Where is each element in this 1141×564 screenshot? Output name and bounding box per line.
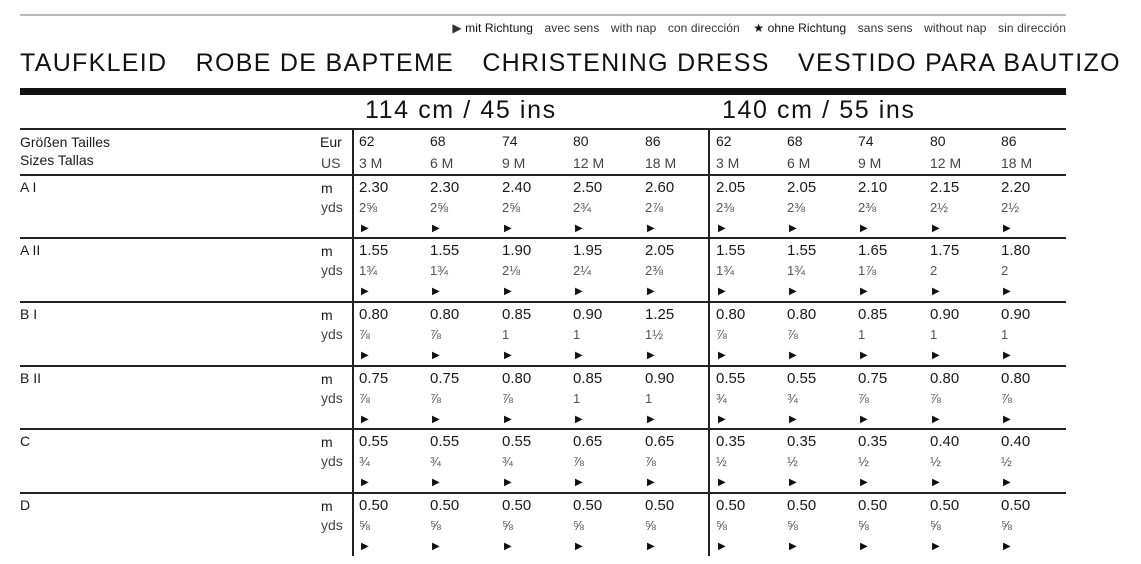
without-nap-de: ohne Richtung (767, 21, 847, 35)
yards-value: 1¾ (359, 263, 378, 278)
table-rule (20, 428, 1066, 430)
us-size: 6 M (787, 155, 811, 171)
unit-yds: yds (321, 199, 343, 215)
yards-value: ¾ (502, 454, 513, 469)
table-rule (20, 365, 1066, 367)
title-fr: ROBE DE BAPTEME (195, 49, 455, 77)
yards-value: 1 (930, 327, 938, 342)
with-nap-arrow: ▶ (647, 350, 655, 361)
meters-value: 0.80 (430, 306, 460, 323)
with-nap-arrow: ▶ (718, 477, 726, 488)
with-nap-arrow: ▶ (718, 541, 726, 552)
meters-value: 0.85 (573, 370, 603, 387)
yards-value: 2⅜ (645, 263, 664, 278)
with-nap-arrow: ▶ (932, 541, 940, 552)
us-size: 3 M (716, 155, 740, 171)
yards-value: ⅝ (645, 518, 656, 533)
meters-value: 0.90 (930, 306, 960, 323)
meters-value: 0.75 (430, 370, 460, 387)
with-nap-arrow: ▶ (932, 477, 940, 488)
unit-yds: yds (321, 262, 343, 278)
with-nap-arrow: ▶ (647, 541, 655, 552)
table-rule (20, 237, 1066, 239)
yards-value: 2⅝ (359, 200, 378, 215)
with-nap-arrow: ▶ (575, 223, 583, 234)
fabric-width-114: 114 cm / 45 ins (365, 96, 557, 124)
yards-value: ⅞ (858, 391, 869, 406)
meters-value: 0.75 (359, 370, 389, 387)
yards-value: ⅞ (359, 327, 370, 342)
with-nap-arrow: ▶ (718, 223, 726, 234)
meters-value: 2.05 (645, 242, 675, 259)
view-label: C (20, 433, 31, 449)
without-nap-en: without nap (924, 21, 987, 35)
without-nap-es: sin dirección (998, 21, 1066, 35)
meters-value: 2.10 (858, 179, 888, 196)
yards-value: ⅞ (1001, 391, 1012, 406)
with-nap-arrow: ▶ (504, 477, 512, 488)
with-nap-fr: avec sens (544, 21, 600, 35)
view-label: B I (20, 306, 38, 322)
view-label: B II (20, 370, 42, 386)
with-nap-arrow: ▶ (361, 477, 369, 488)
yards-value: ¾ (716, 391, 727, 406)
with-nap-arrow: ▶ (1003, 477, 1011, 488)
title-de: TAUFKLEID (20, 49, 168, 77)
with-nap-arrow: ▶ (1003, 286, 1011, 297)
with-nap-arrow: ▶ (575, 541, 583, 552)
table-rule (20, 492, 1066, 494)
with-nap-arrow: ▶ (647, 477, 655, 488)
view-label: A II (20, 242, 41, 258)
eur-size: 86 (1001, 133, 1017, 149)
with-nap-arrow: ▶ (504, 414, 512, 425)
yards-value: 2¾ (573, 200, 592, 215)
unit-m: m (321, 243, 333, 259)
eur-size: 86 (645, 133, 661, 149)
unit-m: m (321, 498, 333, 514)
meters-value: 0.50 (1001, 497, 1031, 514)
with-nap-arrow: ▶ (932, 414, 940, 425)
yards-value: ⅞ (645, 454, 656, 469)
with-nap-de: mit Richtung (465, 21, 534, 35)
yards-value: 2½ (930, 200, 949, 215)
with-nap-arrow: ▶ (789, 541, 797, 552)
yards-value: 2⅜ (787, 200, 806, 215)
meters-value: 2.05 (787, 179, 817, 196)
unit-yds: yds (321, 390, 343, 406)
meters-value: 1.25 (645, 306, 675, 323)
view-label: D (20, 497, 31, 513)
with-nap-arrow: ▶ (789, 414, 797, 425)
with-nap-arrow: ▶ (647, 223, 655, 234)
with-nap-arrow: ▶ (432, 414, 440, 425)
with-nap-arrow: ▶ (718, 350, 726, 361)
fabric-width-140: 140 cm / 55 ins (722, 96, 916, 124)
eur-size: 62 (359, 133, 375, 149)
meters-value: 1.55 (359, 242, 389, 259)
meters-value: 2.50 (573, 179, 603, 196)
with-nap-arrow: ▶ (860, 414, 868, 425)
yards-value: 1 (502, 327, 510, 342)
meters-value: 0.65 (573, 433, 603, 450)
with-nap-arrow: ▶ (432, 541, 440, 552)
eur-size: 62 (716, 133, 732, 149)
yards-value: 2 (930, 263, 938, 278)
with-nap-es: con dirección (667, 21, 740, 35)
column-divider-units (352, 128, 354, 556)
meters-value: 0.50 (502, 497, 532, 514)
with-nap-arrow: ▶ (432, 477, 440, 488)
meters-value: 2.40 (502, 179, 532, 196)
us-size: 12 M (930, 155, 962, 171)
meters-value: 0.55 (359, 433, 389, 450)
with-nap-arrow: ▶ (361, 541, 369, 552)
yards-value: ½ (1001, 454, 1012, 469)
meters-value: 0.80 (1001, 370, 1031, 387)
meters-value: 0.55 (716, 370, 746, 387)
yards-value: ¾ (430, 454, 441, 469)
table-rule (20, 301, 1066, 303)
meters-value: 2.05 (716, 179, 746, 196)
with-nap-arrow: ▶ (718, 414, 726, 425)
yards-value: ¾ (787, 391, 798, 406)
unit-yds: yds (321, 517, 343, 533)
title-rule (20, 88, 1066, 95)
with-nap-arrow: ▶ (575, 477, 583, 488)
title-en: CHRISTENING DRESS (482, 49, 770, 77)
yards-value: ⅝ (502, 518, 513, 533)
us-size: 9 M (502, 155, 526, 171)
yards-value: 2⅞ (645, 200, 664, 215)
meters-value: 1.75 (930, 242, 960, 259)
unit-m: m (321, 371, 333, 387)
yards-value: 2¼ (573, 263, 592, 278)
meters-value: 0.80 (502, 370, 532, 387)
with-nap-arrow: ▶ (860, 541, 868, 552)
with-nap-arrow: ▶ (718, 286, 726, 297)
with-nap-arrow: ▶ (860, 350, 868, 361)
with-nap-arrow: ▶ (860, 286, 868, 297)
meters-value: 2.20 (1001, 179, 1031, 196)
meters-value: 2.30 (430, 179, 460, 196)
meters-value: 1.55 (716, 242, 746, 259)
with-nap-marker: ▶ (452, 21, 462, 35)
with-nap-arrow: ▶ (932, 350, 940, 361)
with-nap-arrow: ▶ (504, 286, 512, 297)
with-nap-arrow: ▶ (504, 350, 512, 361)
meters-value: 0.50 (573, 497, 603, 514)
yards-value: 1½ (645, 327, 664, 342)
unit-m: m (321, 180, 333, 196)
yards-value: 1 (1001, 327, 1009, 342)
yards-value: ⅝ (573, 518, 584, 533)
meters-value: 0.50 (645, 497, 675, 514)
with-nap-arrow: ▶ (1003, 541, 1011, 552)
unit-m: m (321, 434, 333, 450)
yards-value: ¾ (359, 454, 370, 469)
yards-value: ⅞ (430, 391, 441, 406)
yards-value: 1 (573, 391, 581, 406)
with-nap-arrow: ▶ (575, 286, 583, 297)
yards-value: ⅝ (858, 518, 869, 533)
without-nap-fr: sans sens (857, 21, 913, 35)
meters-value: 1.65 (858, 242, 888, 259)
meters-value: 0.40 (1001, 433, 1031, 450)
yards-value: 2⅛ (502, 263, 521, 278)
meters-value: 2.15 (930, 179, 960, 196)
sizes-label: Sizes Tallas (20, 152, 94, 168)
us-size: 3 M (359, 155, 383, 171)
meters-value: 2.30 (359, 179, 389, 196)
with-nap-arrow: ▶ (504, 223, 512, 234)
meters-value: 0.50 (930, 497, 960, 514)
with-nap-arrow: ▶ (361, 286, 369, 297)
yards-value: ½ (787, 454, 798, 469)
yards-value: ½ (858, 454, 869, 469)
view-label: A I (20, 179, 37, 195)
unit-yds: yds (321, 326, 343, 342)
yards-value: 2⅝ (430, 200, 449, 215)
yards-value: 2⅝ (502, 200, 521, 215)
meters-value: 0.85 (502, 306, 532, 323)
page-title (20, 49, 1141, 78)
meters-value: 1.90 (502, 242, 532, 259)
eur-size: 68 (787, 133, 803, 149)
with-nap-arrow: ▶ (432, 223, 440, 234)
yards-value: ⅝ (930, 518, 941, 533)
nap-legend (452, 21, 1066, 35)
eur-size: 80 (573, 133, 589, 149)
yards-value: 1¾ (787, 263, 806, 278)
us-size: 6 M (430, 155, 454, 171)
us-size: 9 M (858, 155, 882, 171)
meters-value: 0.50 (787, 497, 817, 514)
with-nap-arrow: ▶ (1003, 350, 1011, 361)
with-nap-arrow: ▶ (361, 414, 369, 425)
meters-value: 2.60 (645, 179, 675, 196)
yards-value: 1 (858, 327, 866, 342)
meters-value: 0.50 (430, 497, 460, 514)
with-nap-arrow: ▶ (1003, 223, 1011, 234)
with-nap-arrow: ▶ (860, 477, 868, 488)
yards-value: 1 (645, 391, 653, 406)
sizes-label: Größen Tailles (20, 134, 111, 150)
meters-value: 0.80 (359, 306, 389, 323)
table-rule (20, 174, 1066, 176)
with-nap-arrow: ▶ (789, 350, 797, 361)
with-nap-arrow: ▶ (789, 477, 797, 488)
yards-value: ⅞ (716, 327, 727, 342)
meters-value: 0.55 (787, 370, 817, 387)
yards-value: ⅞ (359, 391, 370, 406)
eur-label: Eur (320, 134, 342, 150)
meters-value: 0.65 (645, 433, 675, 450)
title-es: VESTIDO PARA BAUTIZO (798, 49, 1121, 77)
yards-value: 1¾ (716, 263, 735, 278)
with-nap-arrow: ▶ (575, 414, 583, 425)
meters-value: 0.85 (858, 306, 888, 323)
unit-yds: yds (321, 453, 343, 469)
with-nap-arrow: ▶ (860, 223, 868, 234)
meters-value: 0.35 (716, 433, 746, 450)
eur-size: 74 (502, 133, 518, 149)
yards-value: 2⅜ (858, 200, 877, 215)
with-nap-arrow: ▶ (647, 414, 655, 425)
eur-size: 80 (930, 133, 946, 149)
meters-value: 0.50 (858, 497, 888, 514)
meters-value: 0.35 (858, 433, 888, 450)
meters-value: 0.50 (716, 497, 746, 514)
with-nap-arrow: ▶ (932, 223, 940, 234)
meters-value: 0.55 (502, 433, 532, 450)
meters-value: 0.40 (930, 433, 960, 450)
meters-value: 0.50 (359, 497, 389, 514)
yards-value: 2½ (1001, 200, 1020, 215)
without-nap-marker: ★ (753, 21, 765, 35)
yards-value: 2⅜ (716, 200, 735, 215)
yards-value: ⅝ (430, 518, 441, 533)
with-nap-arrow: ▶ (932, 286, 940, 297)
us-label: US (321, 155, 341, 171)
us-size: 12 M (573, 155, 605, 171)
eur-size: 74 (858, 133, 874, 149)
yards-value: ½ (716, 454, 727, 469)
yards-value: ⅝ (359, 518, 370, 533)
column-divider-widths (708, 128, 710, 556)
yards-value: 1⅞ (858, 263, 877, 278)
yards-value: ½ (930, 454, 941, 469)
meters-value: 0.55 (430, 433, 460, 450)
meters-value: 0.75 (858, 370, 888, 387)
meters-value: 0.90 (645, 370, 675, 387)
us-size: 18 M (645, 155, 677, 171)
with-nap-arrow: ▶ (361, 350, 369, 361)
meters-value: 0.80 (716, 306, 746, 323)
meters-value: 1.80 (1001, 242, 1031, 259)
with-nap-arrow: ▶ (789, 223, 797, 234)
with-nap-en: with nap (610, 21, 657, 35)
meters-value: 0.90 (1001, 306, 1031, 323)
meters-value: 0.35 (787, 433, 817, 450)
meters-value: 0.90 (573, 306, 603, 323)
with-nap-arrow: ▶ (1003, 414, 1011, 425)
meters-value: 1.55 (787, 242, 817, 259)
yards-value: ⅞ (502, 391, 513, 406)
with-nap-arrow: ▶ (647, 286, 655, 297)
yards-value: 2 (1001, 263, 1009, 278)
yards-value: ⅝ (716, 518, 727, 533)
yards-value: ⅞ (930, 391, 941, 406)
with-nap-arrow: ▶ (432, 350, 440, 361)
yards-value: ⅞ (430, 327, 441, 342)
yards-value: 1¾ (430, 263, 449, 278)
top-rule (20, 14, 1066, 16)
with-nap-arrow: ▶ (361, 223, 369, 234)
us-size: 18 M (1001, 155, 1033, 171)
yards-value: ⅝ (787, 518, 798, 533)
table-rule (20, 128, 1066, 130)
with-nap-arrow: ▶ (575, 350, 583, 361)
meters-value: 0.80 (930, 370, 960, 387)
meters-value: 1.95 (573, 242, 603, 259)
yards-value: ⅝ (1001, 518, 1012, 533)
yards-value: 1 (573, 327, 581, 342)
yards-value: ⅞ (787, 327, 798, 342)
eur-size: 68 (430, 133, 446, 149)
with-nap-arrow: ▶ (432, 286, 440, 297)
meters-value: 1.55 (430, 242, 460, 259)
with-nap-arrow: ▶ (504, 541, 512, 552)
yards-value: ⅞ (573, 454, 584, 469)
meters-value: 0.80 (787, 306, 817, 323)
with-nap-arrow: ▶ (789, 286, 797, 297)
unit-m: m (321, 307, 333, 323)
